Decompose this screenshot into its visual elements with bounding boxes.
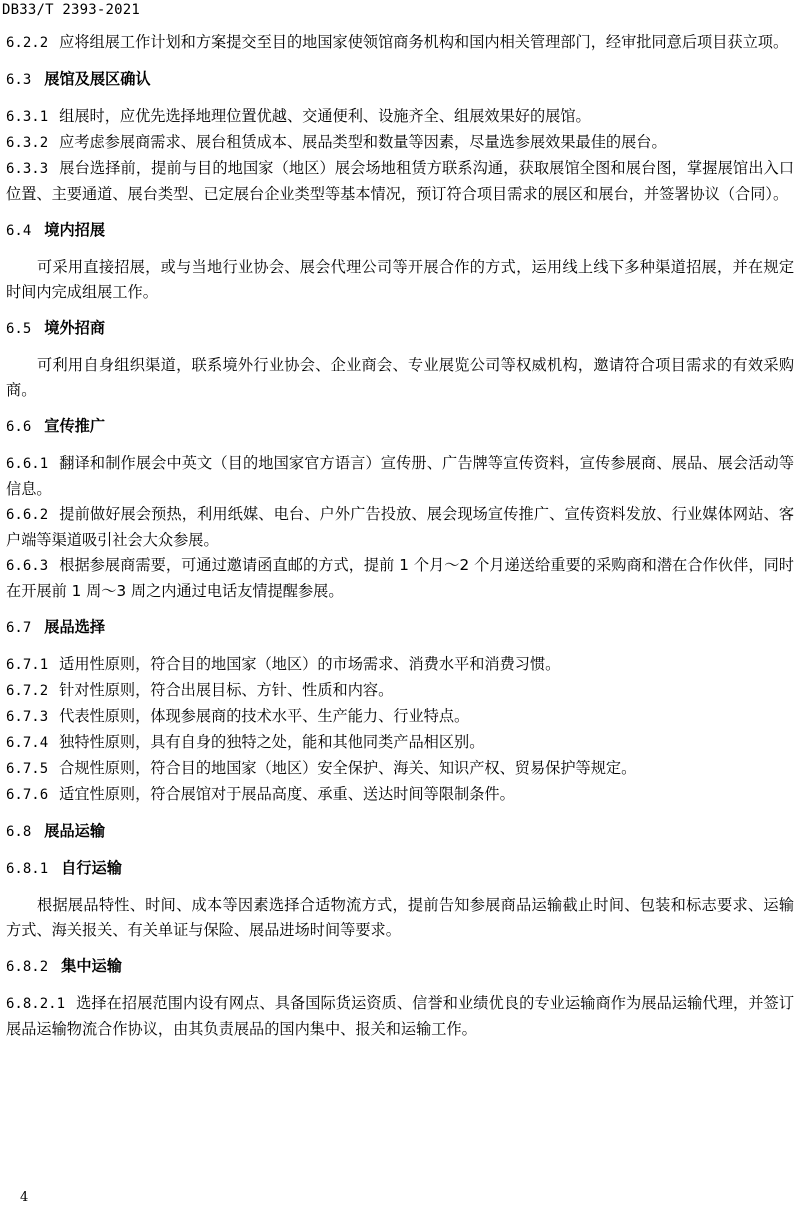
clause-paragraph xyxy=(6,156,794,207)
body-paragraph xyxy=(6,893,794,943)
clause-text: 展品选择 xyxy=(44,618,106,636)
clause-paragraph xyxy=(6,652,794,678)
document-code-header: DB33/T 2393-2021 xyxy=(2,2,141,18)
clause-text: 应将组展工作计划和方案提交至目的地国家使领馆商务机构和国内相关管理部门，经审批同意后项目获立项。 xyxy=(59,33,789,51)
clause-text: 宣传推广 xyxy=(44,417,106,435)
clause-number: 6.3 xyxy=(6,72,32,88)
clause-text: 境内招展 xyxy=(44,221,106,239)
clause-paragraph xyxy=(6,782,794,808)
clause-text: 可利用自身组织渠道，联系境外行业协会、企业商会、专业展览公司等权威机构，邀请符合项目需求的有效采购商。 xyxy=(6,356,794,399)
section-heading xyxy=(6,316,794,342)
clause-text: 境外招商 xyxy=(44,319,106,337)
clause-paragraph xyxy=(6,130,794,156)
clause-number: 6.7.6 xyxy=(6,787,49,803)
clause-number: 6.3.2 xyxy=(6,135,49,151)
clause-paragraph xyxy=(6,730,794,756)
clause-number: 6.3.1 xyxy=(6,109,49,125)
clause-text: 展台选择前，提前与目的地国家（地区）展会场地租赁方联系沟通，获取展馆全图和展台图，掌握展馆出入口位置、主要通道、展台类型、已定展台企业类型等基本情况，预订符合项目需求的展区和展台，并签署协议（合同）。 xyxy=(6,159,794,203)
clause-paragraph xyxy=(6,30,794,56)
clause-number: 6.7.1 xyxy=(6,657,49,673)
clause-paragraph xyxy=(6,756,794,782)
clause-text: 代表性原则，体现参展商的技术水平、生产能力、行业特点。 xyxy=(59,707,470,725)
clause-text: 展品运输 xyxy=(44,822,106,840)
clause-text: 根据参展商需要，可通过邀请函直邮的方式，提前 1 个月～2 个月递送给重要的采购商和潜在合作伙伴，同时在开展前 1 周～3 周之内通过电话友情提醒参展。 xyxy=(6,556,794,600)
clause-number: 6.5 xyxy=(6,321,32,337)
section-heading xyxy=(6,615,794,641)
clause-paragraph xyxy=(6,678,794,704)
clause-number: 6.7.2 xyxy=(6,683,49,699)
clause-paragraph xyxy=(6,991,794,1042)
clause-text: 可采用直接招展，或与当地行业协会、展会代理公司等开展合作的方式，运用线上线下多种渠道招展，并在规定时间内完成组展工作。 xyxy=(6,258,794,301)
section-heading xyxy=(6,67,794,93)
section-heading xyxy=(6,218,794,244)
clause-text: 自行运输 xyxy=(61,859,122,877)
clause-number: 6.7.3 xyxy=(6,709,49,725)
clause-text: 应考虑参展商需求、展台租赁成本、展品类型和数量等因素，尽量选参展效果最佳的展台。 xyxy=(59,133,667,151)
clause-number: 6.6.2 xyxy=(6,507,49,523)
clause-paragraph xyxy=(6,502,794,553)
page-number: 4 xyxy=(20,1190,29,1205)
clause-number: 6.7 xyxy=(6,620,32,636)
clause-number: 6.7.5 xyxy=(6,761,49,777)
section-heading xyxy=(6,856,794,882)
clause-number: 6.8 xyxy=(6,824,32,840)
section-heading xyxy=(6,414,794,440)
clause-text: 组展时，应优先选择地理位置优越、交通便利、设施齐全、组展效果好的展馆。 xyxy=(59,107,591,125)
clause-paragraph xyxy=(6,451,794,502)
clause-text: 针对性原则，符合出展目标、方针、性质和内容。 xyxy=(59,681,394,699)
clause-number: 6.4 xyxy=(6,223,32,239)
clause-text: 翻译和制作展会中英文（目的地国家官方语言）宣传册、广告牌等宣传资料，宣传参展商、展品、展会活动等信息。 xyxy=(6,454,794,498)
clause-text: 适用性原则，符合目的地国家（地区）的市场需求、消费水平和消费习惯。 xyxy=(59,655,561,673)
clause-number: 6.7.4 xyxy=(6,735,49,751)
clause-text: 集中运输 xyxy=(61,957,122,975)
clause-paragraph xyxy=(6,104,794,130)
clause-text: 选择在招展范围内设有网点、具备国际货运资质、信誉和业绩优良的专业运输商作为展品运输代理，并签订展品运输物流合作协议，由其负责展品的国内集中、报关和运输工作。 xyxy=(6,994,794,1038)
body-paragraph xyxy=(6,353,794,403)
clause-number: 6.8.2.1 xyxy=(6,996,66,1012)
clause-paragraph xyxy=(6,704,794,730)
body-paragraph xyxy=(6,255,794,305)
clause-number: 6.6.3 xyxy=(6,558,49,574)
clause-number: 6.8.2 xyxy=(6,959,49,975)
clause-number: 6.6.1 xyxy=(6,456,49,472)
clause-text: 合规性原则，符合目的地国家（地区）安全保护、海关、知识产权、贸易保护等规定。 xyxy=(59,759,637,777)
clause-text: 根据展品特性、时间、成本等因素选择合适物流方式，提前告知参展商品运输截止时间、包装和标志要求、运输方式、海关报关、有关单证与保险、展品进场时间等要求。 xyxy=(6,896,794,939)
clause-text: 适宜性原则，符合展馆对于展品高度、承重、送达时间等限制条件。 xyxy=(59,785,515,803)
section-heading xyxy=(6,954,794,980)
clause-text: 展馆及展区确认 xyxy=(44,70,151,88)
clause-text: 独特性原则，具有自身的独特之处，能和其他同类产品相区别。 xyxy=(59,733,485,751)
clause-number: 6.6 xyxy=(6,419,32,435)
document-body xyxy=(6,30,794,1042)
clause-number: 6.3.3 xyxy=(6,161,49,177)
clause-paragraph xyxy=(6,553,794,604)
clause-number: 6.8.1 xyxy=(6,861,49,877)
clause-text: 提前做好展会预热，利用纸媒、电台、户外广告投放、展会现场宣传推广、宣传资料发放、行业媒体网站、客户端等渠道吸引社会大众参展。 xyxy=(6,505,794,549)
clause-number: 6.2.2 xyxy=(6,35,49,51)
section-heading xyxy=(6,819,794,845)
